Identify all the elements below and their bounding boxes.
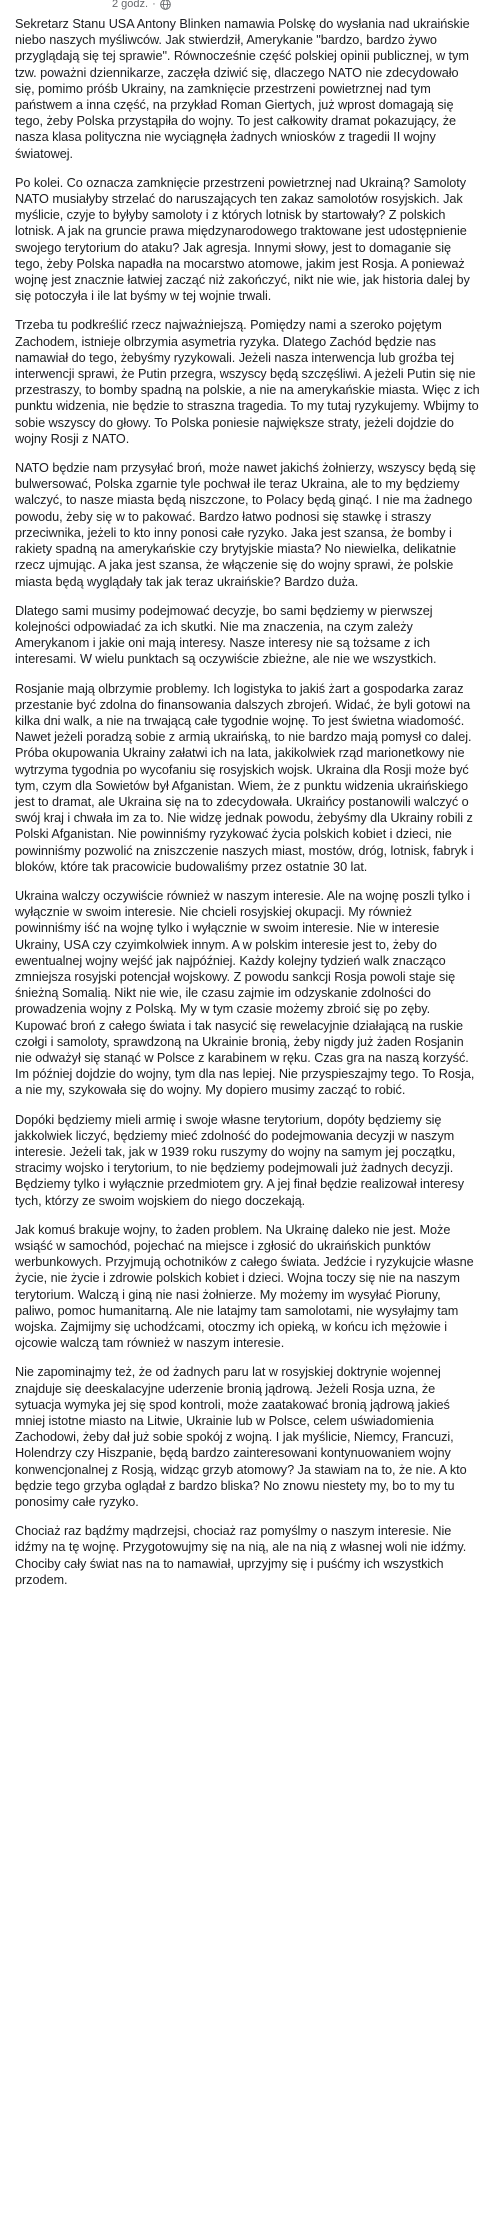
post-paragraph: Trzeba tu podkreślić rzecz najważniejszą. Pomiędzy nami a szeroko pojętym Zachodem, istnieje olbrzymia asymetria ryzyka. Dlatego Zachód będzie nas namawiał do tego, żebyśmy ryzykowali. Jeżeli nasza interwencja lub groźba tej interwencji sprawi, że Putin przegra, wszyscy będą szczęśliwi. A jeżeli Putin się nie przestraszy, to bomby spadną na polskie, a nie na amerykańskie miasta. Więc z ich punktu widzenia, nie będzie to straszna tragedia. To my tutaj ryzykujemy. Wbijmy to sobie wszyscy do głowy. To Polska poniesie największe straty, jeżeli dojdzie do wojny Rosji z NATO. [15, 318, 480, 446]
post-paragraph: Dlatego sami musimy podejmować decyzje, bo sami będziemy w pierwszej kolejności odpowiadać za ich skutki. Nie ma znaczenia, na czym zależy Amerykanom i jakie oni mają interesy. Nasze interesy nie są tożsame z ich interesami. W wielu punktach są oczywiście zbieżne, ale nie we wszystkich. [15, 603, 437, 667]
post-paragraph: Rosjanie mają olbrzymie problemy. Ich logistyka to jakiś żart a gospodarka zaraz przestanie być zdolna do finansowania dalszych zbrojeń. Widać, że byli gotowi na kilka dni walk, a nie na trwającą całe tygodnie wojnę. To jest świetna wiadomość. Nawet jeżeli poradzą sobie z armią ukraińską, to nie bardzo mają pomysł co dalej. Próba okupowania Ukrainy załatwi ich na lata, jakikolwiek rząd marionetkowy nie wytrzyma tygodnia po wycofaniu się rosyjskich wojsk. Ukraina dla Rosji może być tym, czym dla Sowietów był Afganistan. Wiem, że z punktu widzenia ukraińskiego jest to dramat, ale Ukraina się na to zdecydowała. Ukraińcy postanowili walczyć o swój kraj i chwała im za to. Nie widzę jednak powodu, żebyśmy dla Ukrainy robili z Polski Afganistan. Nie powinniśmy ryzykować życia polskich kobiet i dzieci, nie powinniśmy pozwolić na zniszczenie naszych miast, mostów, dróg, lotnisk, fabryk i bloków, które tak pracowicie budowaliśmy przez ostatnie 30 lat. [15, 681, 474, 874]
post-body [15, 16, 480, 1588]
globe-icon[interactable] [160, 0, 171, 10]
post-paragraph: Dopóki będziemy mieli armię i swoje własne terytorium, dopóty będziemy się jakkolwiek liczyć, będziemy mieć zdolność do podejmowania decyzji w naszym interesie. Jeżeli tak, jak w 1939 roku ruszymy do wojny na samym jej początku, stracimy wojsko i terytorium, to nie będziemy podejmowali już żadnych decyzji. Będziemy tylko i wyłącznie przedmiotem gry. A jej finał będzie realizował interesy tych, którzy ze swoim wojskiem do niego doczekają. [15, 1112, 465, 1208]
separator-dot: · [152, 0, 156, 10]
post-paragraph: Chociaż raz bądźmy mądrzejsi, chociaż raz pomyślmy o naszym interesie. Nie idźmy na tę wojnę. Przygotowujmy się na nią, ale na nią z własnej woli nie idźmy. Chociby cały świat nas na to namawiał, uprzyjmy się i puśćmy ich wszystkich przodem. [15, 1524, 467, 1587]
post-timestamp-link[interactable]: 2 godz. [112, 0, 149, 10]
post-paragraph: Nie zapominajmy też, że od żadnych paru lat w rosyjskiej doktrynie wojennej znajduje się deeskalacyjne uderzenie bronią jądrową. Jeżeli Rosja uzna, że sytuacja wymyka jej się spod kontroli, może zaatakować bronią jądrową jakieś mniej istotne miasto na Litwie, Ukrainie lub w Polsce, celem uświadomienia Zachodowi, żeby dał już sobie spokój z wojną. I jak myślicie, Niemcy, Francuzi, Holendrzy czy Hiszpanie, będą bardzo zainteresowani kontynuowaniem wojny konwencjonalnej z Rosją, widząc grzyb atomowy? Ja stawiam na to, że nie. A kto będzie tego grzyba oglądał z bardzo bliska? No znowu niestety my, bo to my tu ponosimy całe ryzyko. [15, 1365, 467, 1510]
post-header [15, 0, 480, 12]
post-paragraph: NATO będzie nam przysyłać broń, może nawet jakichś żołnierzy, wszyscy będą się bulwersować, Polska zgarnie tyle pochwał ile teraz Ukraina, ale to my będziemy walczyć, to nasze miasta będą niszczone, to Polacy będą ginąć. I nie ma żadnego powodu, żeby się w to pakować. Bardzo łatwo podnosi się stawkę i straszy przeciwnika, jeżeli to kto inny ponosi całe ryzyko. Jaka jest szansa, że bomby i rakiety spadną na amerykańskie czy brytyjskie miasta? No niewielka, delikatnie rzecz ujmując. A jaka jest szansa, że włączenie się do wojny sprawi, że polskie miasta będą wyglądały tak jak teraz ukraińskie? Bardzo duża. [15, 461, 476, 589]
post-paragraph: Po kolei. Co oznacza zamknięcie przestrzeni powietrznej nad Ukrainą? Samoloty NATO musiałyby strzelać do naruszających ten zakaz samolotów rosyjskich. Jak myślicie, czyje to byłyby samoloty i z których lotnisk by startowały? Z polskich lotnisk. A jak na gruncie prawa międzynarodowego traktowane jest udostępnienie swojego terytorium do ataku? Jak agresja. Innymi słowy, jest to domaganie się tego, żeby Polska napadła na mocarstwo atomowe, jakim jest Rosja. A ponieważ wojnę jest znacznie łatwiej zacząć niż zakończyć, nikt nie wie, jak historia dalej by się potoczyła i ile lat byśmy w tej wojnie trwali. [15, 175, 470, 304]
post-paragraph: Sekretarz Stanu USA Antony Blinken namawia Polskę do wysłania nad ukraińskie niebo naszych myśliwców. Jak stwierdził, Amerykanie "bardzo, bardzo żywo przyglądają się tej sprawie". Równocześnie część polskiej opinii publicznej, w tym tzw. poważni dziennikarze, zaczęła dziwić się, dlaczego NATO nie zdecydowało się, pomimo próśb Ukrainy, na zamknięcie przestrzeni powietrznej nad tym państwem a inna część, na przykład Roman Giertych, już wprost domagają się tego, żeby Polska przystąpiła do wojny. To jest całkowity dramat pokazujący, że nasza klasa polityczna nie wyciągnęła żadnych wniosków z tragedii II wojny światowej. [15, 17, 470, 161]
post-paragraph: Ukraina walczy oczywiście również w naszym interesie. Ale na wojnę poszli tylko i wyłącznie w swoim interesie. Nie chcieli rosyjskiej okupacji. My również powinniśmy iść na wojnę tylko i wyłącznie w swoim interesie. Nie w interesie Ukrainy, USA czy czyimkolwiek innym. A w polskim interesie jest to, żeby do ewentualnej wojny wejść jak najpóźniej. Każdy kolejny tydzień walk znacząco zmniejsza rosyjski potencjał wojskowy. Z powodu sankcji Rosja powoli staje się śnieżną Somalią. Nikt nie wie, ile czasu zajmie im odzyskanie zdolności do prowadzenia wojny z Polską. My w tym czasie możemy zbroić się po zęby. Kupować broń z całego świata i tak nasycić się rewelacyjnie działającą na ruskie czołgi i samoloty, sprawdzoną na Ukrainie bronią, żeby nigdy już żaden Rosjanin nie odważył się stanąć w Polsce z karabinem w ręku. Czas gra na naszą korzyść. Im później dojdzie do wojny, tym dla nas lepiej. Nie przyspieszajmy tego. To Rosja, a nie my, szykowała się do wojny. My dopiero musimy zacząć to robić. [15, 888, 475, 1098]
post-paragraph: Jak komuś brakuje wojny, to żaden problem. Na Ukrainę daleko nie jest. Może wsiąść w samochód, pojechać na miejsce i zgłosić do ukraińskich punktów werbunkowych. Przyjmują ochotników z całego świata. Jedźcie i ryzykujcie własne życie, nie życie i zdrowie polskich kobiet i dzieci. Wojna toczy się nie na naszym terytorium. Walczą i giną nie nasi żołnierze. My możemy im wysyłać Pioruny, paliwo, pomoc humanitarną. Ale nie latajmy tam samolotami, nie wysyłajmy tam wojska. Zajmijmy się uchodźcami, otoczmy ich opieką, w końcu ich mężowie i ojcowie walczą tam również w naszym interesie. [15, 1222, 474, 1351]
